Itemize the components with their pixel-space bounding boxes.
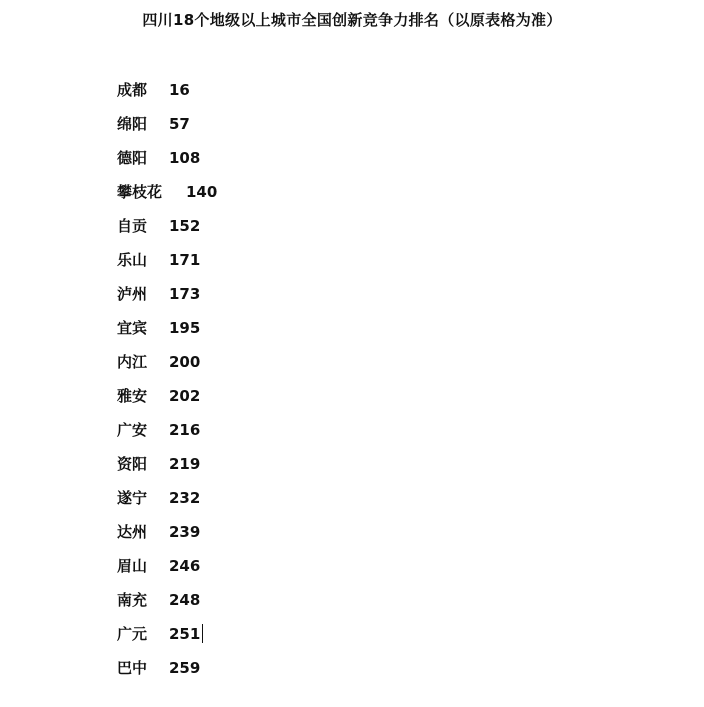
- city-name: 眉山: [117, 557, 148, 575]
- city-ranking-list: [117, 79, 217, 691]
- rank-value: 57: [169, 115, 190, 133]
- city-name: 南充: [117, 591, 148, 609]
- ranking-row: [117, 351, 217, 385]
- city-name: 成都: [117, 81, 148, 99]
- ranking-row: [117, 487, 217, 521]
- ranking-row: [117, 181, 217, 215]
- ranking-row: [117, 317, 217, 351]
- ranking-row: [117, 249, 217, 283]
- city-name: 泸州: [117, 285, 148, 303]
- ranking-row: [117, 657, 217, 691]
- ranking-row: [117, 79, 217, 113]
- rank-value: 216: [169, 421, 201, 439]
- rank-value: 195: [169, 319, 201, 337]
- city-name: 巴中: [117, 659, 148, 677]
- rank-value: 219: [169, 455, 201, 473]
- city-name: 德阳: [117, 149, 148, 167]
- rank-value: 239: [169, 523, 201, 541]
- text-cursor: [202, 624, 203, 643]
- ranking-row: [117, 113, 217, 147]
- rank-value: 171: [169, 251, 201, 269]
- city-name: 宜宾: [117, 319, 148, 337]
- city-name: 广元: [117, 625, 148, 643]
- rank-value: 140: [186, 183, 218, 201]
- ranking-row: [117, 283, 217, 317]
- rank-value: 152: [169, 217, 201, 235]
- city-name: 乐山: [117, 251, 148, 269]
- rank-value: 259: [169, 659, 201, 677]
- city-name: 攀枝花: [117, 183, 163, 201]
- ranking-row: [117, 521, 217, 555]
- rank-value: 173: [169, 285, 201, 303]
- ranking-row: [117, 385, 217, 419]
- city-name: 雅安: [117, 387, 148, 405]
- city-name: 内江: [117, 353, 148, 371]
- rank-value: 251: [169, 625, 201, 643]
- document-title: 四川18个地级以上城市全国创新竞争力排名（以原表格为准）: [142, 11, 562, 29]
- rank-value: 108: [169, 149, 201, 167]
- ranking-row: [117, 453, 217, 487]
- city-name: 广安: [117, 421, 148, 439]
- city-name: 自贡: [117, 217, 148, 235]
- ranking-row: [117, 215, 217, 249]
- ranking-row: [117, 419, 217, 453]
- city-name: 遂宁: [117, 489, 148, 507]
- rank-value: 248: [169, 591, 201, 609]
- rank-value: 246: [169, 557, 201, 575]
- rank-value: 16: [169, 81, 190, 99]
- ranking-row: [117, 147, 217, 181]
- ranking-row: [117, 589, 217, 623]
- rank-value: 200: [169, 353, 201, 371]
- rank-value: 202: [169, 387, 201, 405]
- city-name: 绵阳: [117, 115, 148, 133]
- city-name: 资阳: [117, 455, 148, 473]
- ranking-row[interactable]: [117, 623, 217, 657]
- city-name: 达州: [117, 523, 148, 541]
- rank-value: 232: [169, 489, 201, 507]
- ranking-row: [117, 555, 217, 589]
